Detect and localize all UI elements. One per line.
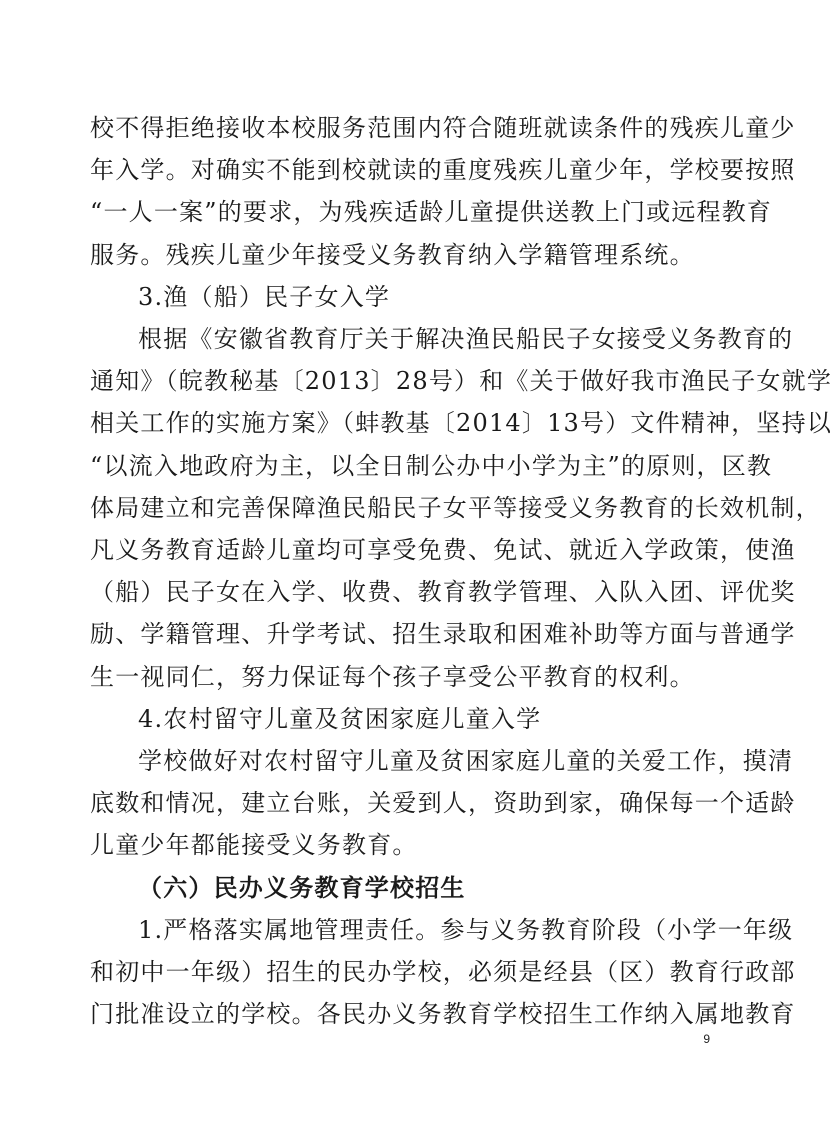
subsection-heading: 3.渔（船）民子女入学	[138, 283, 391, 311]
body-text-line: 凡义务教育适龄儿童均可享受免费、免试、就近入学政策，使渔	[90, 536, 796, 564]
section-heading: （六）民办义务教育学校招生	[138, 873, 466, 902]
body-text-line: “以流入地政府为主，以全日制公办中小学为主”的原则，区教	[90, 452, 773, 480]
body-text-line: 校不得拒绝接收本校服务范围内符合随班就读条件的残疾儿童少	[90, 114, 796, 142]
body-text-line: 生一视同仁，努力保证每个孩子享受公平教育的权利。	[90, 663, 695, 691]
body-text-line: 1.严格落实属地管理责任。参与义务教育阶段（小学一年级	[138, 916, 794, 944]
body-text-line: 服务。残疾儿童少年接受义务教育纳入学籍管理系统。	[90, 241, 695, 269]
body-text-line: 根据《安徽省教育厅关于解决渔民船民子女接受义务教育的	[138, 325, 794, 353]
body-text-line: 相关工作的实施方案》（蚌教基〔2014〕13号）文件精神，坚持以	[90, 409, 832, 437]
body-text-line: 学校做好对农村留守儿童及贫困家庭儿童的关爱工作，摸清	[138, 747, 794, 775]
body-text-line: “一人一案”的要求，为残疾适龄儿童提供送教上门或远程教育	[90, 198, 773, 226]
body-text-line: 体局建立和完善保障渔民船民子女平等接受义务教育的长效机制，	[90, 494, 821, 522]
page-number: 9	[703, 1032, 710, 1046]
body-text-line: 门批准设立的学校。各民办义务教育学校招生工作纳入属地教育	[90, 1000, 796, 1028]
body-text-line: 通知》（皖教秘基〔2013〕28号）和《关于做好我市渔民子女就学	[90, 367, 832, 395]
body-text-line: 底数和情况，建立台账，关爱到人，资助到家，确保每一个适龄	[90, 789, 796, 817]
body-text-line: 儿童少年都能接受义务教育。	[90, 831, 418, 859]
subsection-heading: 4.农村留守儿童及贫困家庭儿童入学	[138, 705, 542, 733]
body-text-line: 年入学。对确实不能到校就读的重度残疾儿童少年，学校要按照	[90, 156, 796, 184]
body-text-line: 励、学籍管理、升学考试、招生录取和困难补助等方面与普通学	[90, 620, 796, 648]
body-text-line: 和初中一年级）招生的民办学校，必须是经县（区）教育行政部	[90, 958, 796, 986]
body-text-line: （船）民子女在入学、收费、教育教学管理、入队入团、评优奖	[90, 578, 796, 606]
